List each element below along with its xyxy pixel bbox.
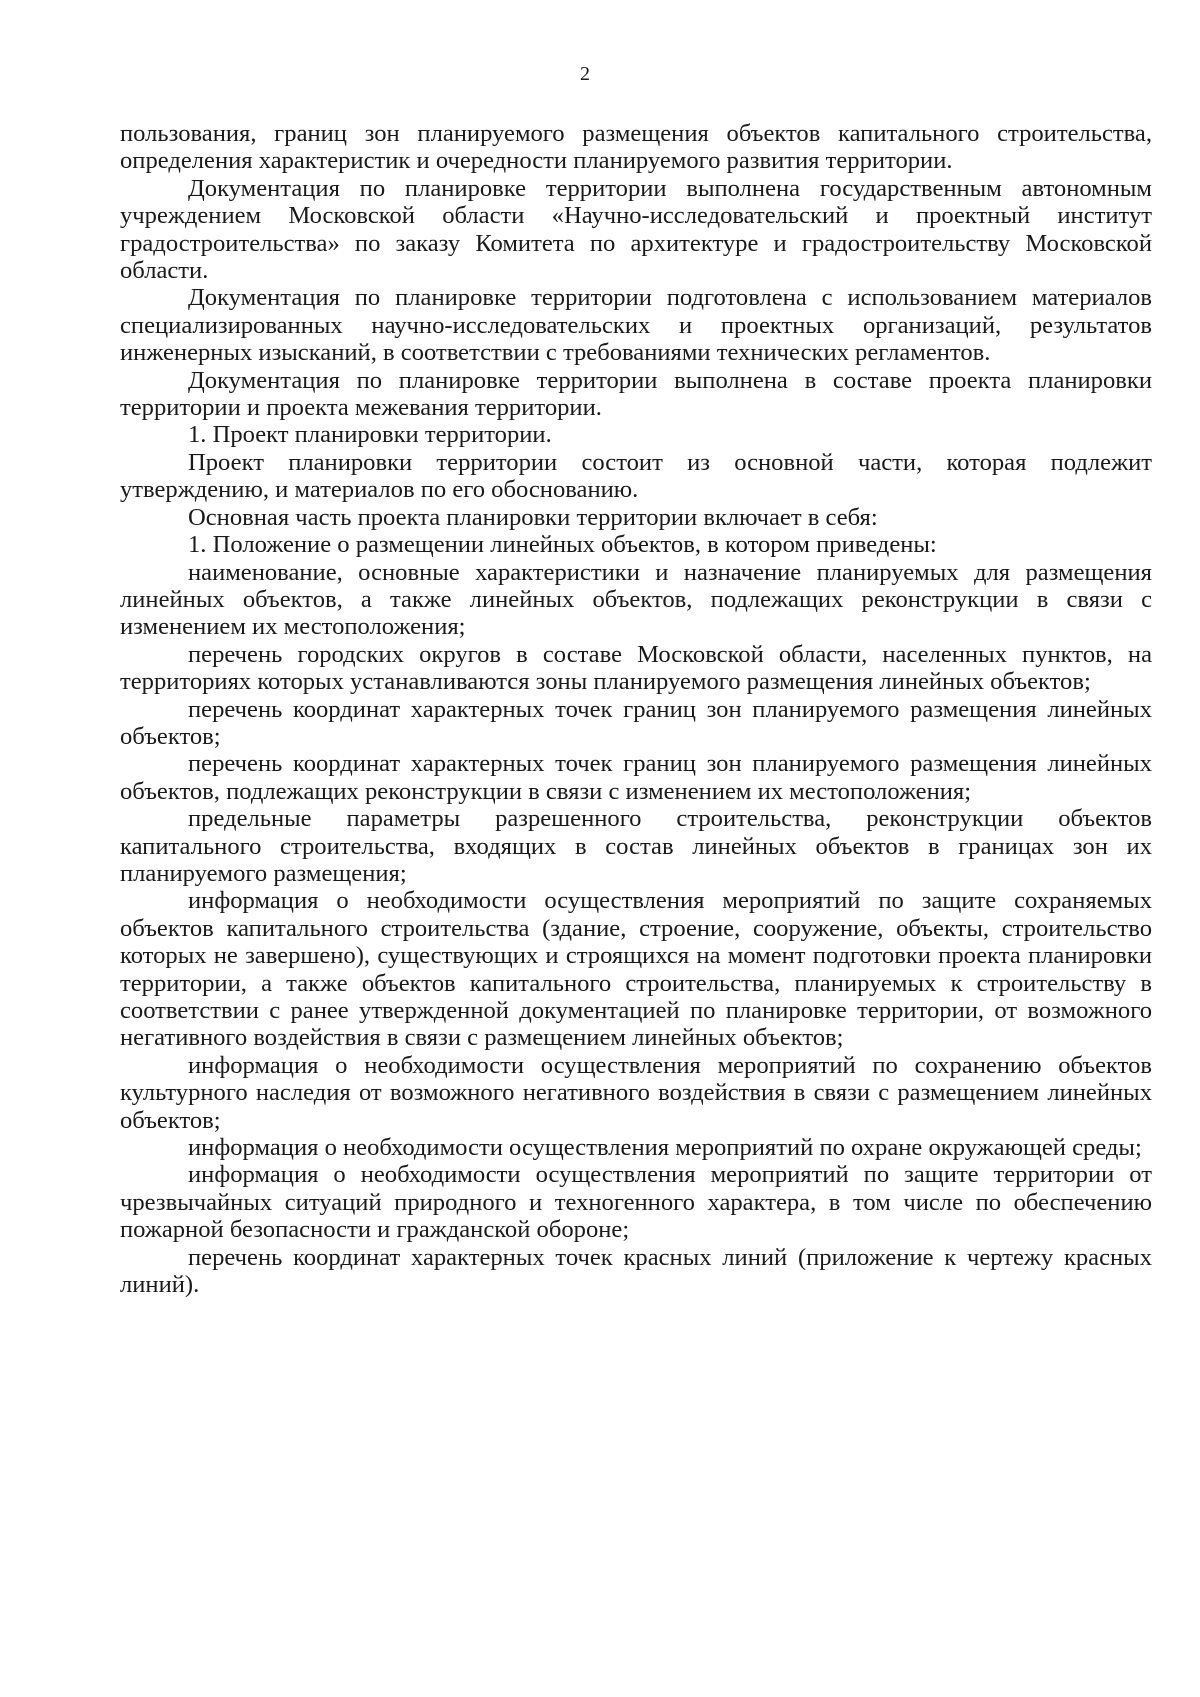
page-number: 2 bbox=[580, 63, 590, 85]
list-item-municipalities: перечень городских округов в составе Московской области, населенных пунктов, на территориях которых устанавливаются зоны планируемого размещения линейных объектов; bbox=[120, 640, 1152, 696]
document-body bbox=[120, 120, 1152, 1298]
paragraph-continuation: пользования, границ зон планируемого размещения объектов капитального строительства, определения характеристик и очередности планируемого развития территории. bbox=[120, 120, 1152, 175]
list-item-reconstruction-coordinates: перечень координат характерных точек границ зон планируемого размещения линейных объектов, подлежащих реконструкции в связи с изменением их местоположения; bbox=[120, 750, 1152, 805]
paragraph-project-structure: Проект планировки территории состоит из основной части, которая подлежит утверждению, и материалов по его обоснованию. bbox=[120, 448, 1152, 504]
list-item-red-lines-coordinates: перечень координат характерных точек красных линий (приложение к чертежу красных линий). bbox=[120, 1243, 1152, 1299]
paragraph-materials: Документация по планировке территории подготовлена с использованием материалов специализированных научно-исследовательских и проектных организаций, результатов инженерных изысканий, в соответствии с требованиями технических регламентов. bbox=[120, 284, 1152, 367]
paragraph-composition: Документация по планировке территории выполнена в составе проекта планировки территории и проекта межевания территории. bbox=[120, 366, 1152, 422]
list-item-environment: информация о необходимости осуществления мероприятий по охране окружающей среды; bbox=[188, 1134, 1142, 1162]
list-item-names-characteristics: наименование, основные характеристики и назначение планируемых для размещения линейных объектов, а также линейных объектов, подлежащих реконструкции в связи с изменением их местоположения; bbox=[120, 558, 1152, 641]
list-item-emergency-protection: информация о необходимости осуществления мероприятий по защите территории от чрезвычайных ситуаций природного и техногенного характера, в том числе по обеспечению пожарной безопасности и гражданской обороне; bbox=[120, 1161, 1152, 1244]
list-heading-placement-regulation: 1. Положение о размещении линейных объектов, в котором приведены: bbox=[188, 531, 937, 559]
list-item-construction-parameters: предельные параметры разрешенного строительства, реконструкции объектов капитального строительства, входящих в состав линейных объектов в границах зон их планируемого размещения; bbox=[120, 805, 1152, 887]
list-item-protection-of-objects: информация о необходимости осуществления мероприятий по защите сохраняемых объектов капитального строительства (здание, строение, сооружение, объекты, строительство которых не завершено), существующих и строящихся на момент подготовки проекта планировки территории, а также объектов капитального строительства, планируемых к строительству в соответствии с ранее утвержденной документацией по планировке территории, от возможного негативного воздействия в связи с размещением линейных объектов; bbox=[120, 887, 1152, 1052]
list-item-zone-coordinates: перечень координат характерных точек границ зон планируемого размещения линейных объектов; bbox=[120, 695, 1152, 750]
list-item-cultural-heritage: информация о необходимости осуществления мероприятий по сохранению объектов культурного наследия от возможного негативного воздействия в связи с размещением линейных объектов; bbox=[120, 1051, 1152, 1134]
section-heading-planning-project: 1. Проект планировки территории. bbox=[188, 421, 552, 449]
paragraph-main-part: Основная часть проекта планировки территории включает в себя: bbox=[188, 503, 878, 531]
paragraph-executor: Документация по планировке территории выполнена государственным автономным учреждением Московской области «Научно-исследовательский и проектный институт градостроительства» по заказу Комитета по архитектуре и градостроительству Московской области. bbox=[120, 174, 1152, 285]
